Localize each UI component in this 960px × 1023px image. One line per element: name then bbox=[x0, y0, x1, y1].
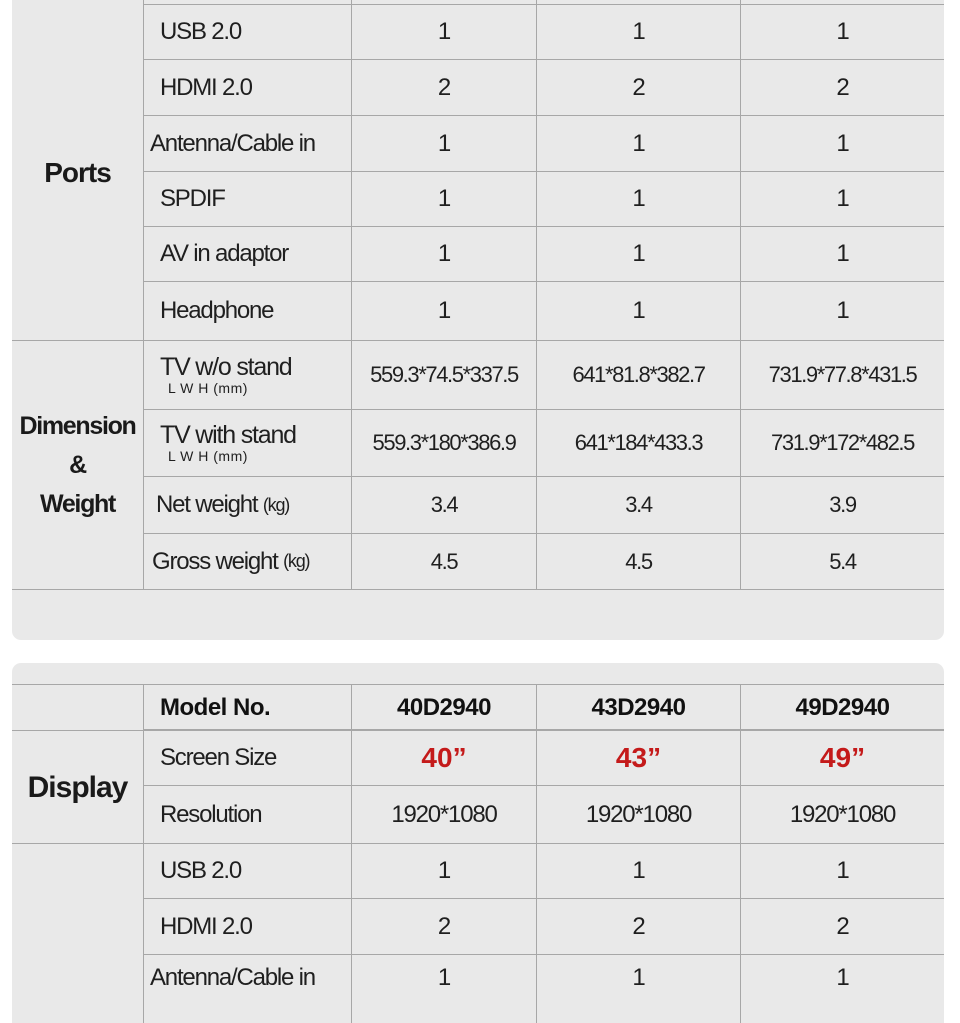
value-cell: 1 bbox=[632, 129, 645, 157]
section-display: Display bbox=[27, 770, 128, 804]
value-cell: 1 bbox=[632, 240, 645, 267]
value-cell: 3.9 bbox=[829, 492, 856, 517]
model-header: 40D2940 bbox=[397, 693, 491, 721]
row-label: Resolution bbox=[160, 800, 262, 828]
value-cell: 641*184*433.3 bbox=[574, 430, 703, 455]
row-label: Net weight (kg) bbox=[156, 491, 290, 518]
row-label: Antenna/Cable in bbox=[150, 963, 315, 991]
value-cell: 1 bbox=[836, 240, 849, 267]
value-cell: 1 bbox=[437, 129, 451, 157]
value-cell: 1920*1080 bbox=[585, 800, 692, 828]
value-cell: 2 bbox=[632, 912, 645, 940]
row-label: HDMI 2.0 bbox=[160, 912, 252, 940]
value-cell: 1 bbox=[632, 297, 645, 324]
value-cell: 3.4 bbox=[430, 492, 458, 517]
screen-size-value: 40” bbox=[421, 742, 467, 773]
value-cell: 2 bbox=[836, 73, 849, 101]
section-ports: Ports bbox=[44, 156, 111, 188]
value-cell: 2 bbox=[437, 912, 451, 940]
value-cell: 1 bbox=[836, 857, 849, 884]
value-cell: 4.5 bbox=[430, 548, 458, 574]
row-label: AV in adaptor bbox=[160, 240, 289, 267]
row-label: HDMI 2.0 bbox=[160, 73, 252, 101]
row-label: Screen Size bbox=[160, 744, 277, 771]
row-label: Gross weight (kg) bbox=[152, 547, 310, 575]
value-cell: 1 bbox=[836, 297, 849, 324]
spec-table-top bbox=[12, 0, 944, 640]
spec-table-bottom bbox=[12, 663, 944, 1023]
value-cell: 2 bbox=[437, 73, 451, 101]
model-header: 43D2940 bbox=[591, 693, 686, 721]
value-cell: 2 bbox=[836, 912, 849, 940]
value-cell: 1 bbox=[632, 17, 645, 45]
screen-size-value: 49” bbox=[819, 742, 866, 773]
model-header: 49D2940 bbox=[795, 693, 890, 721]
row-label: TV with stand L W H (mm) bbox=[160, 421, 296, 464]
model-no-header: Model No. bbox=[160, 693, 271, 721]
value-cell: 3.4 bbox=[625, 492, 652, 517]
value-cell: 1 bbox=[632, 963, 645, 991]
row-label: Headphone bbox=[160, 297, 274, 324]
value-cell: 1 bbox=[632, 857, 645, 884]
value-cell: 1 bbox=[437, 857, 451, 884]
value-cell: 1 bbox=[836, 185, 849, 212]
value-cell: 1 bbox=[437, 185, 451, 212]
value-cell: 731.9*172*482.5 bbox=[771, 430, 914, 455]
row-label: Antenna/Cable in bbox=[150, 129, 315, 157]
value-cell: 1 bbox=[836, 17, 849, 45]
value-cell: 1 bbox=[437, 240, 451, 267]
row-label: USB 2.0 bbox=[160, 857, 241, 884]
value-cell: 1 bbox=[632, 185, 645, 212]
value-cell: 1 bbox=[836, 129, 849, 157]
value-cell: 559.3*180*386.9 bbox=[372, 430, 516, 455]
row-label: TV w/o stand L W H (mm) bbox=[160, 353, 292, 396]
row-label: SPDIF bbox=[160, 185, 225, 212]
section-dimension-weight: Dimension & Weight bbox=[19, 411, 136, 518]
screen-size-value: 43” bbox=[615, 742, 662, 773]
value-cell: 731.9*77.8*431.5 bbox=[768, 362, 917, 387]
value-cell: 5.4 bbox=[829, 548, 856, 574]
value-cell: 1 bbox=[437, 297, 451, 324]
value-cell: 1 bbox=[437, 17, 451, 45]
value-cell: 4.5 bbox=[625, 548, 652, 574]
value-cell: 1 bbox=[437, 963, 451, 991]
row-label: USB 2.0 bbox=[160, 17, 241, 45]
value-cell: 641*81.8*382.7 bbox=[572, 362, 705, 387]
value-cell: 1 bbox=[836, 963, 849, 991]
value-cell: 559.3*74.5*337.5 bbox=[370, 362, 518, 387]
value-cell: 1920*1080 bbox=[391, 800, 497, 828]
value-cell: 2 bbox=[632, 73, 645, 101]
value-cell: 1920*1080 bbox=[789, 800, 896, 828]
